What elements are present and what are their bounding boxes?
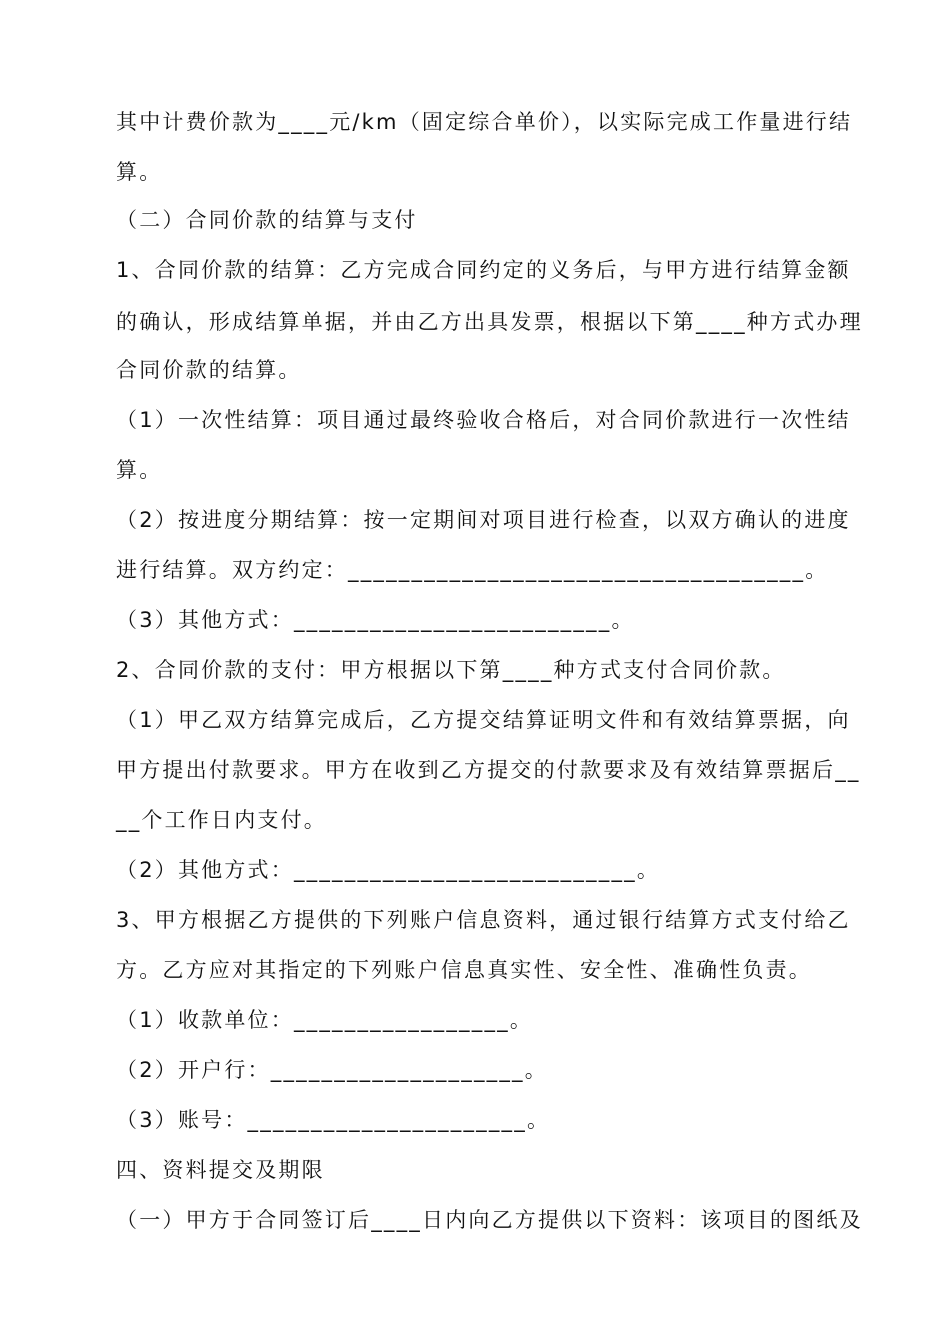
paragraph-line: 1、合同价款的结算：乙方完成合同约定的义务后，与甲方进行结算金额	[116, 258, 851, 282]
paragraph-line: （3）其他方式：_________________________。	[116, 608, 635, 632]
paragraph-line: （2）其他方式：___________________________。	[116, 858, 661, 882]
paragraph-line: （3）账号：______________________。	[116, 1108, 551, 1132]
paragraph-line: （1）甲乙双方结算完成后，乙方提交结算证明文件和有效结算票据，向	[116, 708, 851, 732]
paragraph-line: 进行结算。双方约定：____________________________________。	[116, 558, 829, 582]
section-heading: 四、资料提交及期限	[116, 1158, 325, 1182]
paragraph-line: 其中计费价款为____元/km（固定综合单价），以实际完成工作量进行结	[116, 110, 853, 134]
paragraph-line: 3、甲方根据乙方提供的下列账户信息资料，通过银行结算方式支付给乙	[116, 908, 851, 932]
section-heading: （二）合同价款的结算与支付	[116, 208, 418, 232]
paragraph-line: （2）开户行：____________________。	[116, 1058, 548, 1082]
paragraph-line: 合同价款的结算。	[116, 358, 302, 382]
paragraph-line: （一）甲方于合同签订后____日内向乙方提供以下资料：该项目的图纸及	[116, 1208, 863, 1232]
paragraph-line: （1）收款单位：_________________。	[116, 1008, 534, 1032]
paragraph-line: 算。	[116, 160, 163, 184]
paragraph-line: 算。	[116, 458, 163, 482]
paragraph-line: 甲方提出付款要求。甲方在收到乙方提交的付款要求及有效结算票据后__	[116, 758, 861, 782]
paragraph-line: （1）一次性结算：项目通过最终验收合格后，对合同价款进行一次性结	[116, 408, 851, 432]
paragraph-line: 方。乙方应对其指定的下列账户信息真实性、安全性、准确性负责。	[116, 958, 812, 982]
paragraph-line: 2、合同价款的支付：甲方根据以下第____种方式支付合同价款。	[116, 658, 786, 682]
paragraph-line: 的确认，形成结算单据，并由乙方出具发票，根据以下第____种方式办理	[116, 310, 863, 334]
paragraph-line: __个工作日内支付。	[116, 808, 327, 832]
paragraph-line: （2）按进度分期结算：按一定期间对项目进行检查，以双方确认的进度	[116, 508, 851, 532]
